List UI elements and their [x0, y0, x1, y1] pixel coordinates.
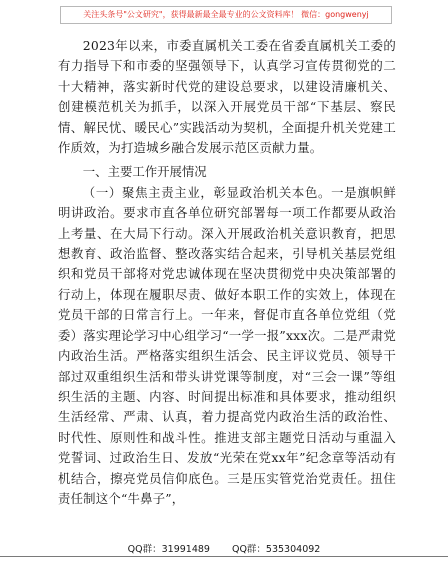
qq-group-2: QQ群：535304092 — [231, 544, 321, 555]
header-banner: 关注头条号"公文研究"，获得最新最全最专业的公文资料库！ 微信：gongwenyj — [60, 6, 392, 24]
footer-rule — [0, 556, 448, 557]
body-paragraph: （一）聚焦主责主业，彰显政治机关本色。一是旗帜鲜明讲政治。要求市直各单位研究部署每一项工作都要从政治上考量、在大局下行动。深入开展政治机关意识教育，把思想教育、政治监督、整改落实结合起来，引导机关基层党组织和党员干部将对党忠诚体现在坚决贯彻党中央决策部署的行动上，体现在履职尽责、做好本职工作的实效上，体现在党员干部的日常言行上。一年来，督促市直各单位党组（党委）落实理论学习中心组学习“一学一报”xxx次。二是严肃党内政治生活。严格落实组织生活会、民主评议党员、领导干部过双重组织生活和带头讲党课等制度，对“三会一课”等组织生活的主题、内容、时间提出标准和具体要求，推动组织生活经常、严肃、认真，着力提高党内政治生活的政治性、时代性、原则性和战斗性。推进支部主题党日活动与重温入党誓词、过政治生日、发放“光荣在党xx年”纪念章等活动有机结合，擦亮党员信仰底色。三是压实管党治党责任。扭住责任制这个“牛鼻子”， — [58, 184, 396, 506]
footer — [0, 541, 448, 555]
document-body — [58, 36, 396, 509]
section-heading: 一、主要工作开展情况 — [82, 164, 207, 180]
intro-paragraph: 2023年以来，市委直属机关工委在省委直属机关工委的有力指导下和市委的坚强领导下，认真学习宣传贯彻党的二十大精神，落实新时代党的建设总要求，以建设清廉机关、创建模范机关为抓手，以深入开展党员干部“下基层、察民情、解民忧、暖民心”实践活动为契机，全面提升机关党建工作质效，为打造城乡融合发展示范区贡献力量。 — [58, 38, 396, 156]
qq-group-1: QQ群：31991489 — [127, 544, 210, 555]
